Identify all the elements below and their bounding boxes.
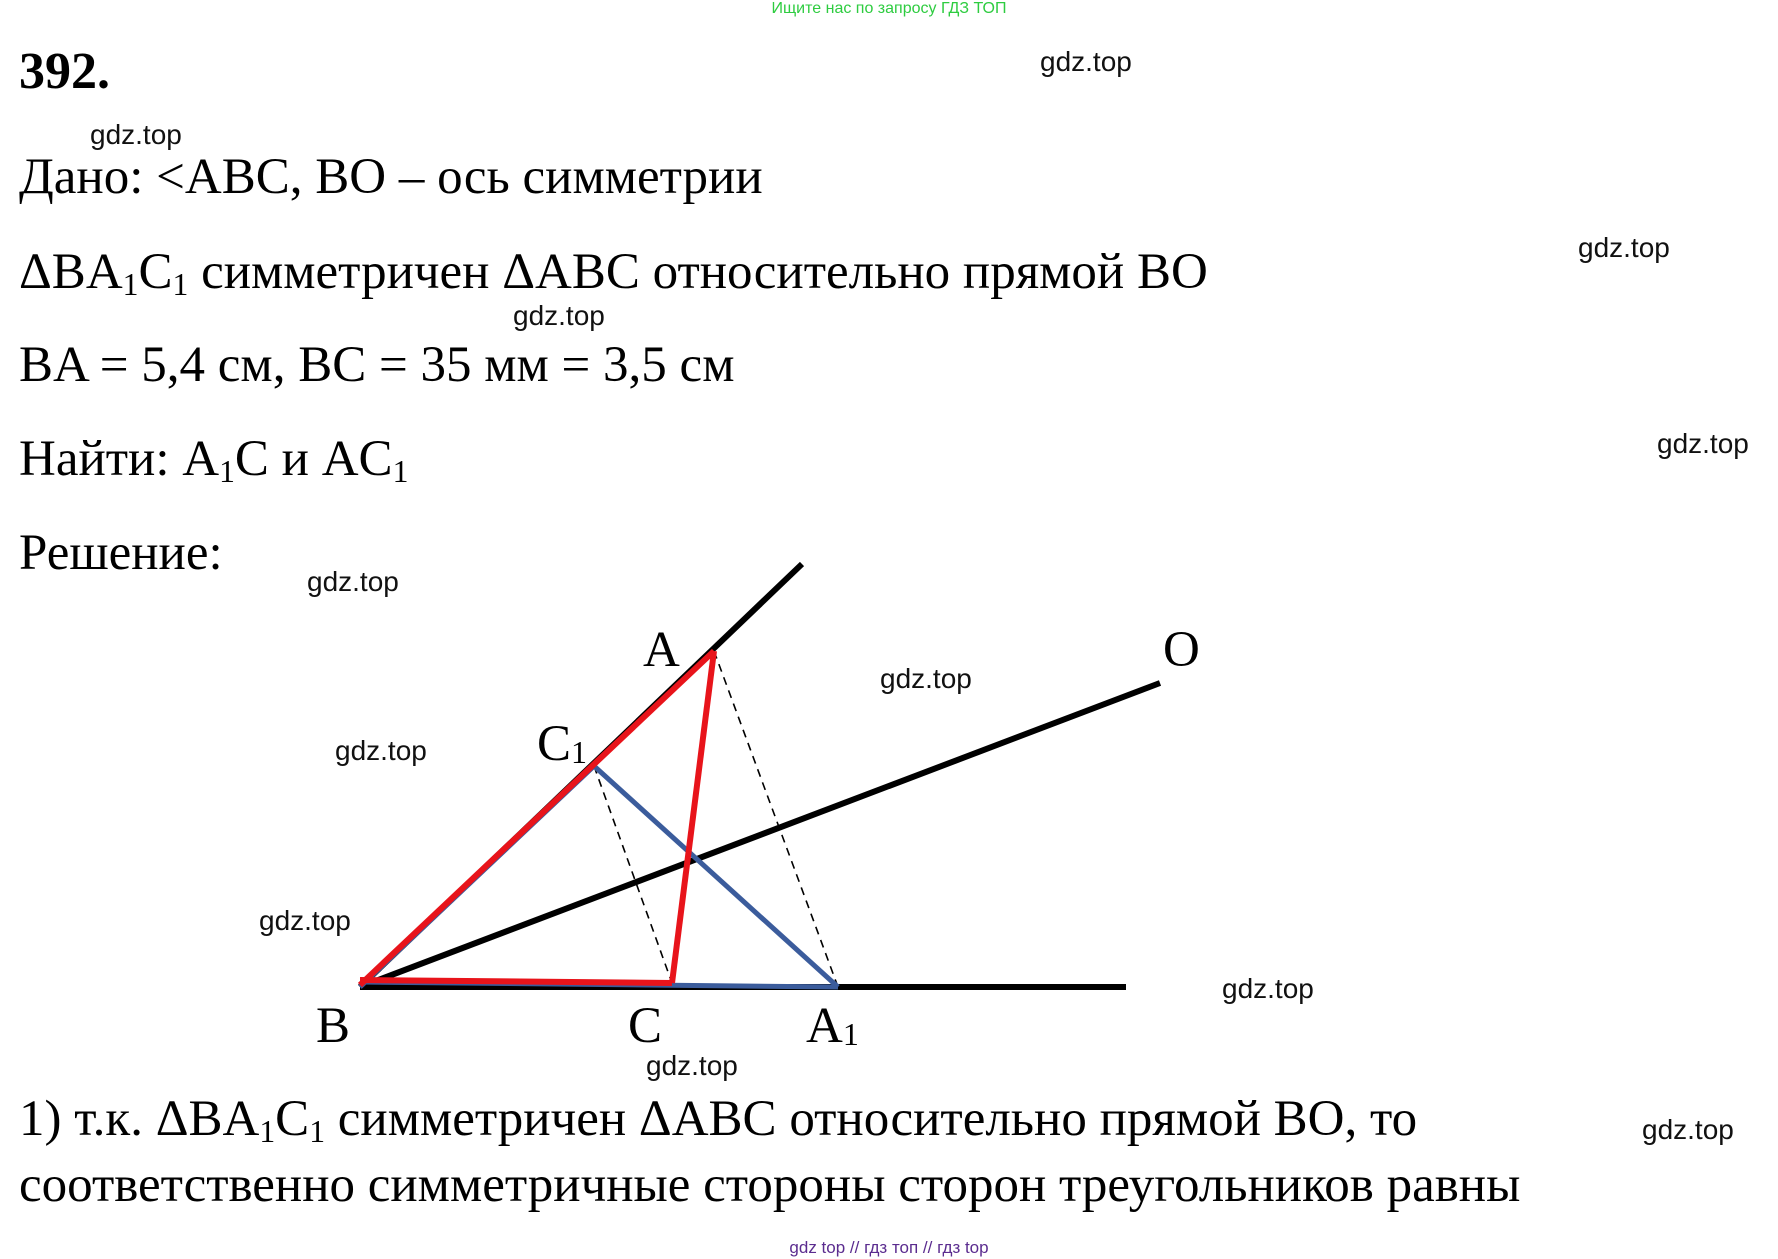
watermark: gdz.top bbox=[90, 119, 182, 150]
top-banner: Ищите нас по запросу ГДЗ ТОП bbox=[771, 0, 1007, 17]
watermark: gdz.top bbox=[1222, 973, 1314, 1004]
solution-line-2: соответственно симметричные стороны сторон треугольников равны bbox=[19, 1157, 1521, 1213]
label-o: O bbox=[1163, 622, 1200, 678]
footer-watermark: gdz top // гдз топ // гдз top bbox=[789, 1238, 989, 1257]
given-line-3: BA = 5,4 см, BC = 35 мм = 3,5 см bbox=[19, 337, 735, 393]
watermark: gdz.top bbox=[1040, 46, 1132, 77]
find-line: Найти: $A_1C$ и $AC_1$ bbox=[19, 431, 409, 489]
watermark: gdz.top bbox=[307, 566, 399, 597]
dashed-a-a1 bbox=[714, 651, 838, 987]
label-c: C bbox=[628, 998, 663, 1054]
label-a: A bbox=[643, 622, 680, 678]
watermark: gdz.top bbox=[259, 905, 351, 936]
given-line-1: Дано: <ABC, BO – ось симметрии bbox=[19, 149, 763, 205]
red-side-ac bbox=[672, 651, 714, 983]
watermark: gdz.top bbox=[1578, 232, 1670, 263]
given-line-2: $\Delta BA_1C_1$ симметричен ΔABC относительно прямой BO bbox=[19, 244, 1208, 302]
watermark: gdz.top bbox=[1642, 1114, 1734, 1145]
solution-line-1: 1) т.к. $\Delta BA_1C_1$ симметричен ΔABC относительно прямой BO, то bbox=[19, 1091, 1418, 1149]
watermark: gdz.top bbox=[1657, 428, 1749, 459]
watermark: gdz.top bbox=[880, 663, 972, 694]
watermark: gdz.top bbox=[513, 300, 605, 331]
task-number: 392. bbox=[19, 43, 110, 100]
label-c1: C1 bbox=[537, 716, 588, 772]
watermark: gdz.top bbox=[335, 735, 427, 766]
red-side-ba bbox=[360, 651, 714, 985]
label-b: B bbox=[316, 998, 351, 1054]
ray-bo bbox=[360, 683, 1160, 987]
solution-heading: Решение: bbox=[19, 525, 223, 581]
blue-side-c1a1 bbox=[594, 766, 838, 987]
red-side-bc bbox=[360, 980, 672, 983]
label-a1: A1 bbox=[806, 998, 859, 1054]
watermark: gdz.top bbox=[646, 1050, 738, 1081]
